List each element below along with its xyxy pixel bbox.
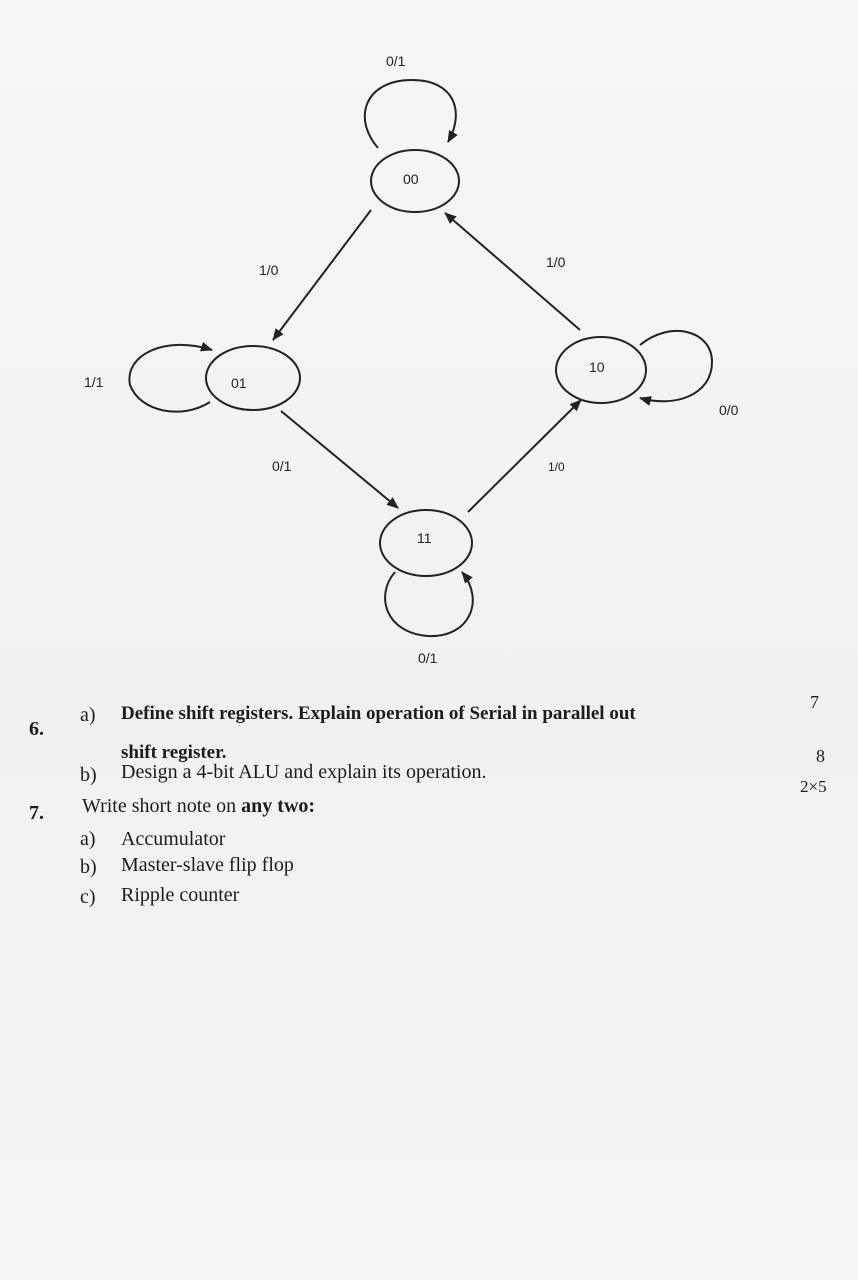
question-7-intro-bold: any two: xyxy=(241,795,316,817)
question-7a-label: a) xyxy=(80,828,96,850)
question-6a-label: a) xyxy=(80,704,96,726)
state-11 xyxy=(380,510,472,576)
edge-00-to-01 xyxy=(273,210,371,340)
question-7c-label: c) xyxy=(80,886,96,908)
transition-label-01-11: 0/1 xyxy=(272,458,292,474)
question-6a-text-line1: Define shift registers. Explain operation of Serial in parallel out xyxy=(121,703,636,724)
question-7a-text: Accumulator xyxy=(121,828,226,850)
transition-label-self-11: 0/1 xyxy=(418,650,438,666)
transition-label-self-00: 0/1 xyxy=(386,53,406,69)
state-00-label: 00 xyxy=(403,171,419,187)
state-11-label: 11 xyxy=(417,530,432,546)
self-loop-01 xyxy=(129,345,212,412)
state-10-label: 10 xyxy=(589,359,605,375)
self-loop-10 xyxy=(640,331,712,401)
state-10 xyxy=(556,337,646,403)
transition-label-11-10: 1/0 xyxy=(548,460,565,474)
edge-10-to-00 xyxy=(445,213,580,330)
question-7-intro-text: Write short note on xyxy=(82,795,237,817)
question-6a-text-line2: shift register. xyxy=(121,742,227,763)
transition-label-10-00: 1/0 xyxy=(546,254,566,270)
edge-01-to-11 xyxy=(281,411,398,508)
self-loop-00 xyxy=(365,80,456,148)
edge-11-to-10 xyxy=(468,400,581,512)
question-7-number: 7. xyxy=(29,802,44,824)
question-6a-marks: 7 xyxy=(810,692,819,712)
state-00 xyxy=(371,150,459,212)
question-7b-label: b) xyxy=(80,856,97,878)
state-01 xyxy=(206,346,300,410)
question-7c-text: Ripple counter xyxy=(121,884,240,906)
state-01-label: 01 xyxy=(231,375,247,391)
transition-label-self-01: 1/1 xyxy=(84,374,104,390)
question-6b-marks: 8 xyxy=(816,746,825,766)
transition-label-00-01: 1/0 xyxy=(259,262,279,278)
question-7-marks: 2×5 xyxy=(800,777,827,796)
self-loop-11 xyxy=(385,572,473,636)
question-6b-label: b) xyxy=(80,764,97,786)
question-6-number: 6. xyxy=(29,718,44,740)
question-7-intro xyxy=(82,794,315,818)
question-6b-text: Design a 4-bit ALU and explain its operation. xyxy=(121,761,487,783)
transition-label-self-10: 0/0 xyxy=(719,402,739,418)
question-7b-text: Master-slave flip flop xyxy=(121,854,294,876)
